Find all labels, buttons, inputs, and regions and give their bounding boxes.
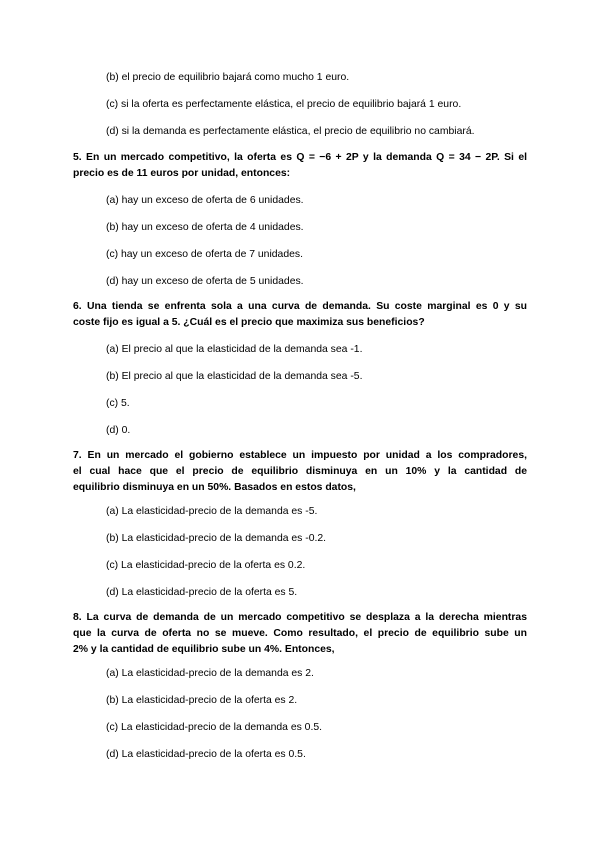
question-7-line-2: el cual hace que el precio de equilibrio disminuya en un 10% y la cantidad de [73, 466, 527, 477]
question-6 [73, 299, 527, 331]
q5-option-b: (b) hay un exceso de oferta de 4 unidades. [106, 222, 304, 233]
q6-option-a: (a) El precio al que la elasticidad de la demanda sea -1. [106, 344, 363, 355]
question-8-line-1: 8. La curva de demanda de un mercado competitivo se desplaza a la derecha mientras [73, 612, 527, 623]
question-6-line-2: coste fijo es igual a 5. ¿Cuál es el precio que maximiza sus beneficios? [73, 317, 425, 328]
question-7-line-3: equilibrio disminuya en un 50%. Basados en estos datos, [73, 482, 356, 493]
q8-option-c: (c) La elasticidad-precio de la demanda es 0.5. [106, 722, 323, 733]
question-7-line-1: 7. En un mercado el gobierno establece un impuesto por unidad a los compradores, [73, 450, 527, 461]
q5-option-a: (a) hay un exceso de oferta de 6 unidades. [106, 195, 304, 206]
question-6-line-1: 6. Una tienda se enfrenta sola a una curva de demanda. Su coste marginal es 0 y su [73, 301, 527, 312]
q6-option-b: (b) El precio al que la elasticidad de la demanda sea -5. [106, 371, 363, 382]
q8-option-b: (b) La elasticidad-precio de la oferta es 2. [106, 695, 298, 706]
q7-option-b: (b) La elasticidad-precio de la demanda es -0.2. [106, 533, 327, 544]
question-8-line-2: que la curva de oferta no se mueve. Como resultado, el precio de equilibrio sube un [73, 628, 527, 639]
question-7 [73, 448, 527, 496]
q7-option-d: (d) La elasticidad-precio de la oferta es 5. [106, 587, 298, 598]
q4-option-b: (b) el precio de equilibrio bajará como mucho 1 euro. [106, 72, 350, 83]
question-8-line-3: 2% y la cantidad de equilibrio sube un 4%. Entonces, [73, 644, 335, 655]
q6-option-c: (c) 5. [106, 398, 130, 409]
q4-option-d: (d) si la demanda es perfectamente elástica, el precio de equilibrio no cambiará. [106, 126, 475, 137]
q4-option-c: (c) si la oferta es perfectamente elástica, el precio de equilibrio bajará 1 euro. [106, 99, 462, 110]
question-5-line-1: 5. En un mercado competitivo, la oferta es Q = −6 + 2P y la demanda Q = 34 − 2P. Si el [73, 152, 527, 163]
q5-option-d: (d) hay un exceso de oferta de 5 unidades. [106, 276, 304, 287]
q7-option-a: (a) La elasticidad-precio de la demanda es -5. [106, 506, 318, 517]
q5-option-c: (c) hay un exceso de oferta de 7 unidades. [106, 249, 303, 260]
question-5 [73, 150, 527, 182]
question-5-line-2: precio es de 11 euros por unidad, entonces: [73, 168, 291, 179]
q8-option-a: (a) La elasticidad-precio de la demanda es 2. [106, 668, 314, 679]
q6-option-d: (d) 0. [106, 425, 131, 436]
q7-option-c: (c) La elasticidad-precio de la oferta es 0.2. [106, 560, 306, 571]
question-8 [73, 610, 527, 658]
q8-option-d: (d) La elasticidad-precio de la oferta es 0.5. [106, 749, 306, 760]
